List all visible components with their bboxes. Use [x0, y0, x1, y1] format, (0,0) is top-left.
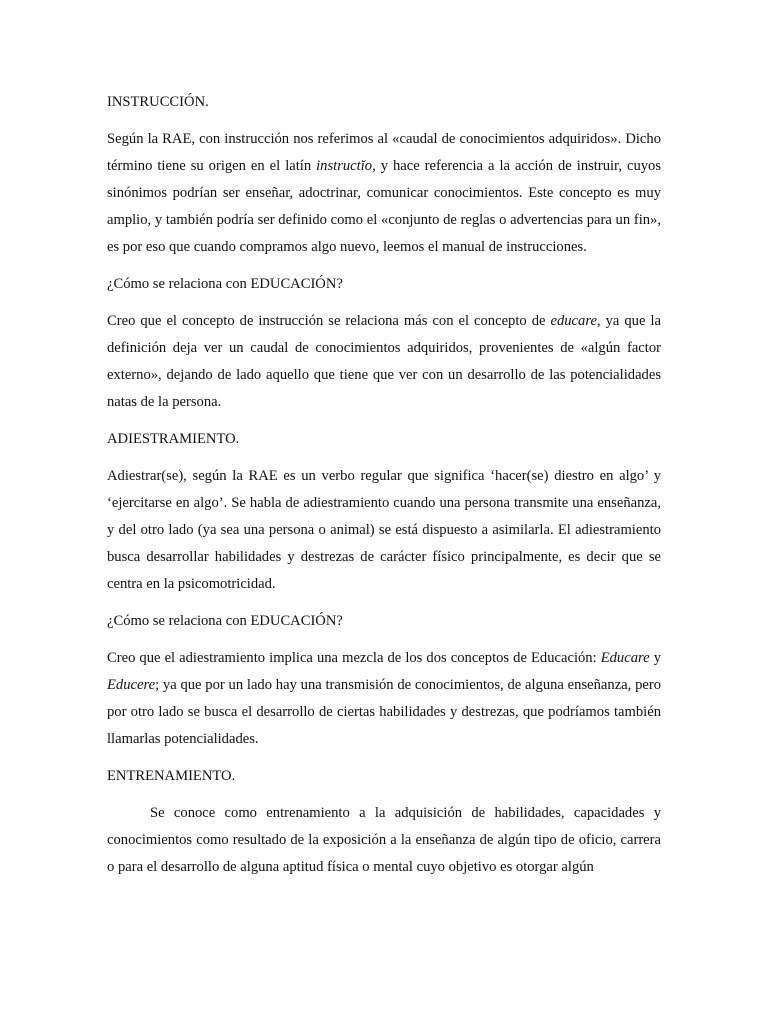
- heading-entrenamiento: ENTRENAMIENTO.: [107, 768, 236, 784]
- question-adiestramiento: ¿Cómo se relaciona con EDUCACIÓN?: [107, 613, 343, 629]
- paragraph-adiestramiento-relation: [107, 645, 661, 753]
- paragraph-adiestramiento-definition: Adiestrar(se), según la RAE es un verbo regular que significa ‘hacer(se) diestro en algo’ y ‘ejercitarse en algo’. Se habla de adiestramiento cuando una persona transmite una enseñanza, y del otro lado (ya sea una persona o animal) se está dispuesto a asimilarla. El adiestramiento busca desarrollar habilidades y destrezas de carácter físico principalmente, es decir que se centra en la psicomotricidad.: [107, 468, 661, 592]
- text-span: Creo que el concepto de instrucción se relaciona más con el concepto de: [107, 313, 551, 329]
- paragraph-entrenamiento-definition: Se conoce como entrenamiento a la adquisición de habilidades, capacidades y conocimientos como resultado de la exposición a la enseñanza de algún tipo de oficio, carrera o para el desarrollo de alguna aptitud física o mental cuyo objetivo es otorgar algún: [107, 805, 661, 875]
- heading-instruccion: INSTRUCCIÓN.: [107, 94, 209, 110]
- text-span: Creo que el adiestramiento implica una mezcla de los dos conceptos de Educación:: [107, 650, 601, 666]
- question-instruccion: ¿Cómo se relaciona con EDUCACIÓN?: [107, 276, 343, 292]
- italic-term-educere: Educere: [107, 677, 156, 693]
- text-span: , ya que la definición deja ver un caudal de conocimientos adquiridos, provenientes de «algún factor externo», dejando de lado aquello que tiene que ver con un desarrollo de las potencialidades natas de la persona.: [107, 313, 661, 410]
- text-span: Según la RAE, con instrucción nos referimos al «caudal de conocimientos adquiridos». Dicho término tiene su origen en el latín: [107, 131, 661, 174]
- document-body: [107, 89, 661, 891]
- italic-term-instructio: instructĭo,: [316, 158, 376, 174]
- italic-term-educare: Educare: [600, 650, 650, 666]
- paragraph-instruccion-relation: [107, 308, 661, 416]
- heading-adiestramiento: ADIESTRAMIENTO.: [107, 431, 240, 447]
- text-span: y: [649, 650, 661, 666]
- italic-term-educare: educare: [550, 313, 597, 329]
- paragraph-instruccion-definition: [107, 126, 661, 261]
- text-span: y hace referencia a la acción de instruir, cuyos sinónimos podrían ser enseñar, adoctrinar, comunicar conocimientos. Este concepto es muy amplio, y también podría ser definido como el «conjunto de reglas o advertencias para un fin», es por eso que cuando compramos algo nuevo, leemos el manual de instrucciones.: [107, 158, 662, 255]
- text-span: ; ya que por un lado hay una transmisión de conocimientos, de alguna enseñanza, pero por otro lado se busca el desarrollo de ciertas habilidades y destrezas, que podríamos también llamarlas potencialidades.: [107, 677, 661, 747]
